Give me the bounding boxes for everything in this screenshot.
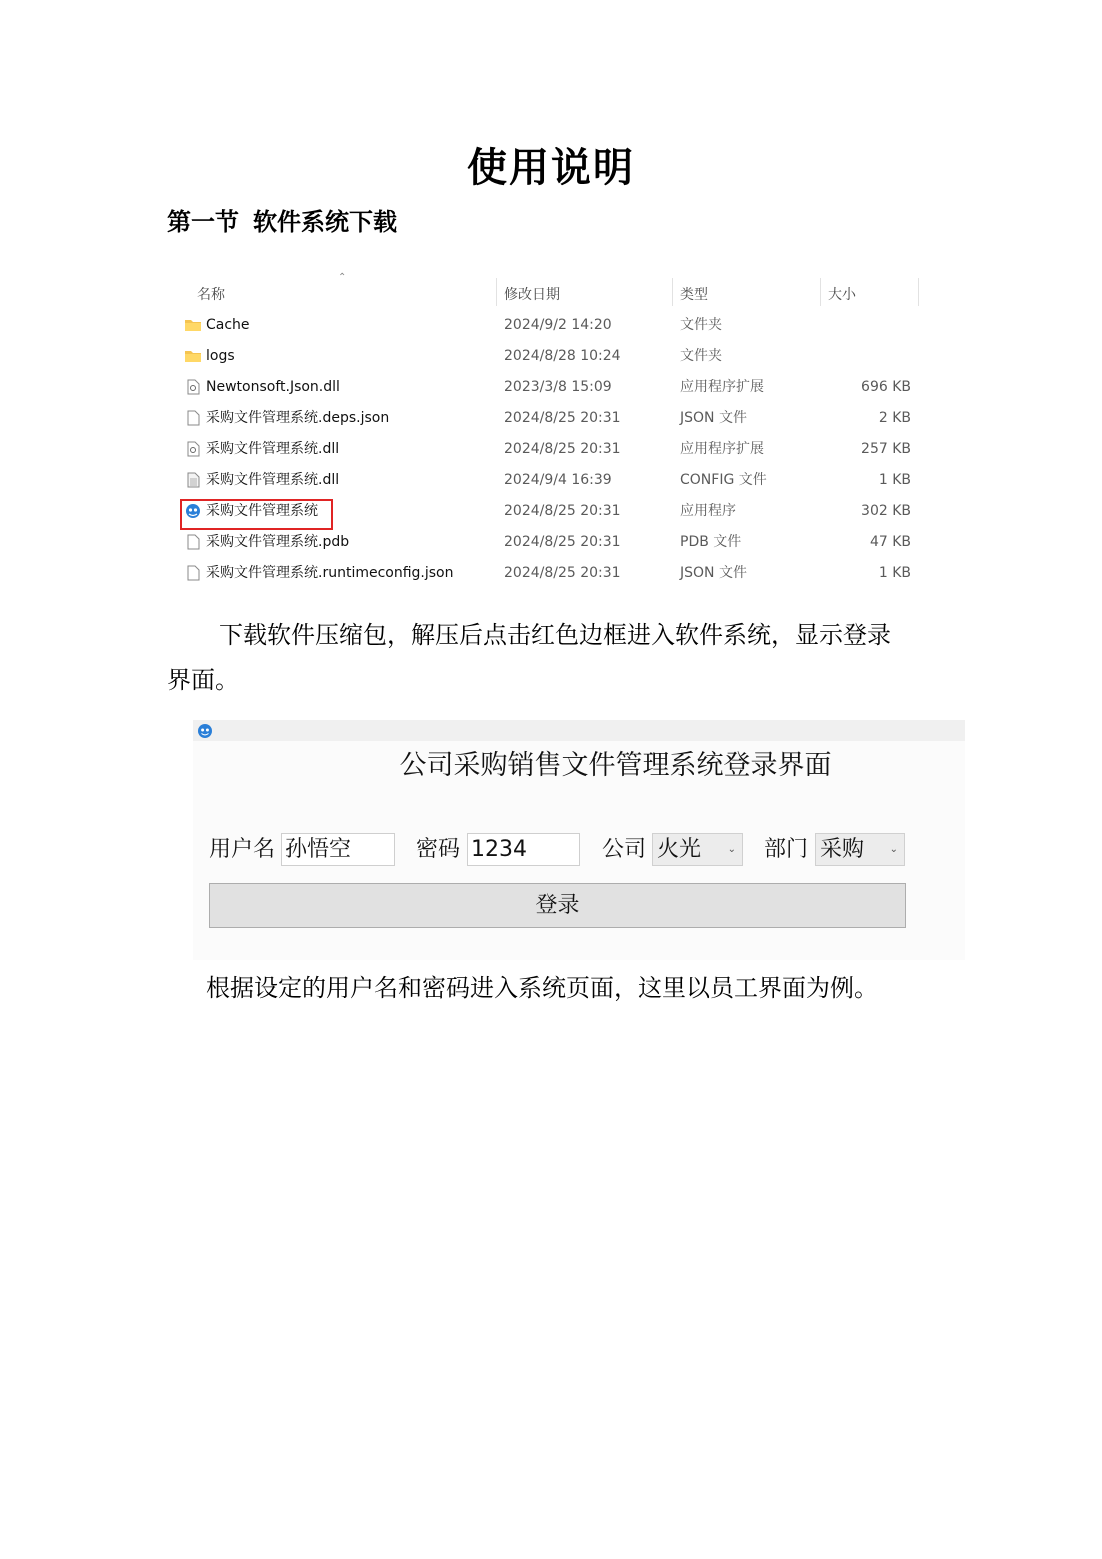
blank-file-icon bbox=[184, 534, 202, 550]
file-name: 采购文件管理系统 bbox=[206, 503, 318, 519]
file-name: 采购文件管理系统.dll bbox=[206, 441, 340, 457]
column-divider[interactable] bbox=[918, 278, 919, 306]
file-date: 2024/8/25 20:31 bbox=[504, 565, 621, 581]
file-date: 2024/8/25 20:31 bbox=[504, 441, 621, 457]
file-name: logs bbox=[206, 348, 235, 364]
file-date: 2024/8/25 20:31 bbox=[504, 410, 621, 426]
file-type: 应用程序 bbox=[680, 503, 736, 519]
config-file-icon bbox=[184, 472, 202, 488]
file-date: 2024/9/4 16:39 bbox=[504, 472, 612, 488]
paragraph-line: 界面。 bbox=[167, 666, 239, 694]
file-type: 文件夹 bbox=[680, 348, 722, 364]
file-row[interactable] bbox=[178, 372, 923, 403]
sort-caret-icon: ⌃ bbox=[338, 272, 347, 283]
file-date: 2024/9/2 14:20 bbox=[504, 317, 612, 333]
highlight-frame bbox=[180, 499, 333, 530]
blank-file-icon bbox=[184, 565, 202, 581]
column-header-name[interactable]: 名称 bbox=[197, 287, 225, 303]
file-size: 1 KB bbox=[878, 565, 911, 581]
login-button[interactable]: 登录 bbox=[209, 883, 906, 928]
password-input[interactable]: 1234 bbox=[467, 833, 580, 866]
section-heading bbox=[167, 202, 397, 237]
file-type: CONFIG 文件 bbox=[680, 472, 767, 488]
app-icon bbox=[197, 723, 213, 739]
section-number: 第一节 bbox=[167, 207, 239, 236]
file-size: 1 KB bbox=[878, 472, 911, 488]
file-type: 文件夹 bbox=[680, 317, 722, 333]
company-select[interactable] bbox=[652, 833, 743, 866]
file-type: JSON 文件 bbox=[680, 410, 747, 426]
file-row[interactable] bbox=[178, 403, 923, 434]
window-titlebar[interactable] bbox=[193, 720, 965, 741]
chevron-down-icon: ⌄ bbox=[727, 844, 736, 855]
file-date: 2024/8/25 20:31 bbox=[504, 534, 621, 550]
file-type: 应用程序扩展 bbox=[680, 379, 764, 395]
instruction-paragraph bbox=[167, 613, 957, 703]
paragraph-line: 根据设定的用户名和密码进入系统页面，这里以员工界面为例。 bbox=[206, 974, 878, 1002]
file-date: 2023/3/8 15:09 bbox=[504, 379, 612, 395]
column-divider[interactable] bbox=[496, 278, 497, 306]
chevron-down-icon: ⌄ bbox=[889, 844, 898, 855]
file-row[interactable] bbox=[178, 310, 923, 341]
file-type: 应用程序扩展 bbox=[680, 441, 764, 457]
login-title: 公司采购销售文件管理系统登录界面 bbox=[399, 750, 832, 781]
paragraph-line: 下载软件压缩包，解压后点击红色边框进入软件系统，显示登录 bbox=[219, 621, 891, 649]
file-row[interactable] bbox=[178, 558, 923, 589]
company-select-value: 火光 bbox=[657, 837, 702, 862]
file-name: Newtonsoft.Json.dll bbox=[206, 379, 340, 395]
file-size: 2 KB bbox=[878, 410, 911, 426]
column-divider[interactable] bbox=[672, 278, 673, 306]
department-label: 部门 bbox=[764, 837, 809, 862]
file-type: JSON 文件 bbox=[680, 565, 747, 581]
department-select[interactable] bbox=[815, 833, 905, 866]
file-name: 采购文件管理系统.deps.json bbox=[206, 410, 390, 426]
column-divider[interactable] bbox=[820, 278, 821, 306]
column-header-size[interactable]: 大小 bbox=[828, 287, 856, 303]
file-size: 257 KB bbox=[861, 441, 911, 457]
username-label: 用户名 bbox=[209, 837, 276, 862]
company-label: 公司 bbox=[602, 837, 647, 862]
password-label: 密码 bbox=[416, 837, 461, 862]
department-select-value: 采购 bbox=[820, 837, 865, 862]
file-explorer bbox=[178, 270, 923, 600]
column-header-type[interactable]: 类型 bbox=[680, 287, 708, 303]
file-name: 采购文件管理系统.dll bbox=[206, 472, 340, 488]
column-header-date[interactable]: 修改日期 bbox=[504, 287, 560, 303]
dll-file-icon bbox=[184, 379, 202, 395]
folder-icon bbox=[184, 348, 202, 364]
file-size: 302 KB bbox=[861, 503, 911, 519]
file-name: Cache bbox=[206, 317, 250, 333]
instruction-paragraph bbox=[167, 966, 957, 1011]
file-name: 采购文件管理系统.pdb bbox=[206, 534, 350, 550]
file-row[interactable] bbox=[178, 434, 923, 465]
file-size: 696 KB bbox=[861, 379, 911, 395]
file-type: PDB 文件 bbox=[680, 534, 742, 550]
dll-file-icon bbox=[184, 441, 202, 457]
file-size: 47 KB bbox=[869, 534, 911, 550]
document-title: 使用说明 bbox=[467, 144, 635, 191]
file-row[interactable] bbox=[178, 527, 923, 558]
file-row[interactable] bbox=[178, 341, 923, 372]
file-name: 采购文件管理系统.runtimeconfig.json bbox=[206, 565, 454, 581]
blank-file-icon bbox=[184, 410, 202, 426]
login-window bbox=[193, 720, 965, 960]
file-date: 2024/8/28 10:24 bbox=[504, 348, 621, 364]
file-row[interactable] bbox=[178, 465, 923, 496]
folder-icon bbox=[184, 317, 202, 333]
file-date: 2024/8/25 20:31 bbox=[504, 503, 621, 519]
section-title: 软件系统下载 bbox=[253, 207, 397, 236]
username-input[interactable]: 孙悟空 bbox=[281, 833, 395, 866]
